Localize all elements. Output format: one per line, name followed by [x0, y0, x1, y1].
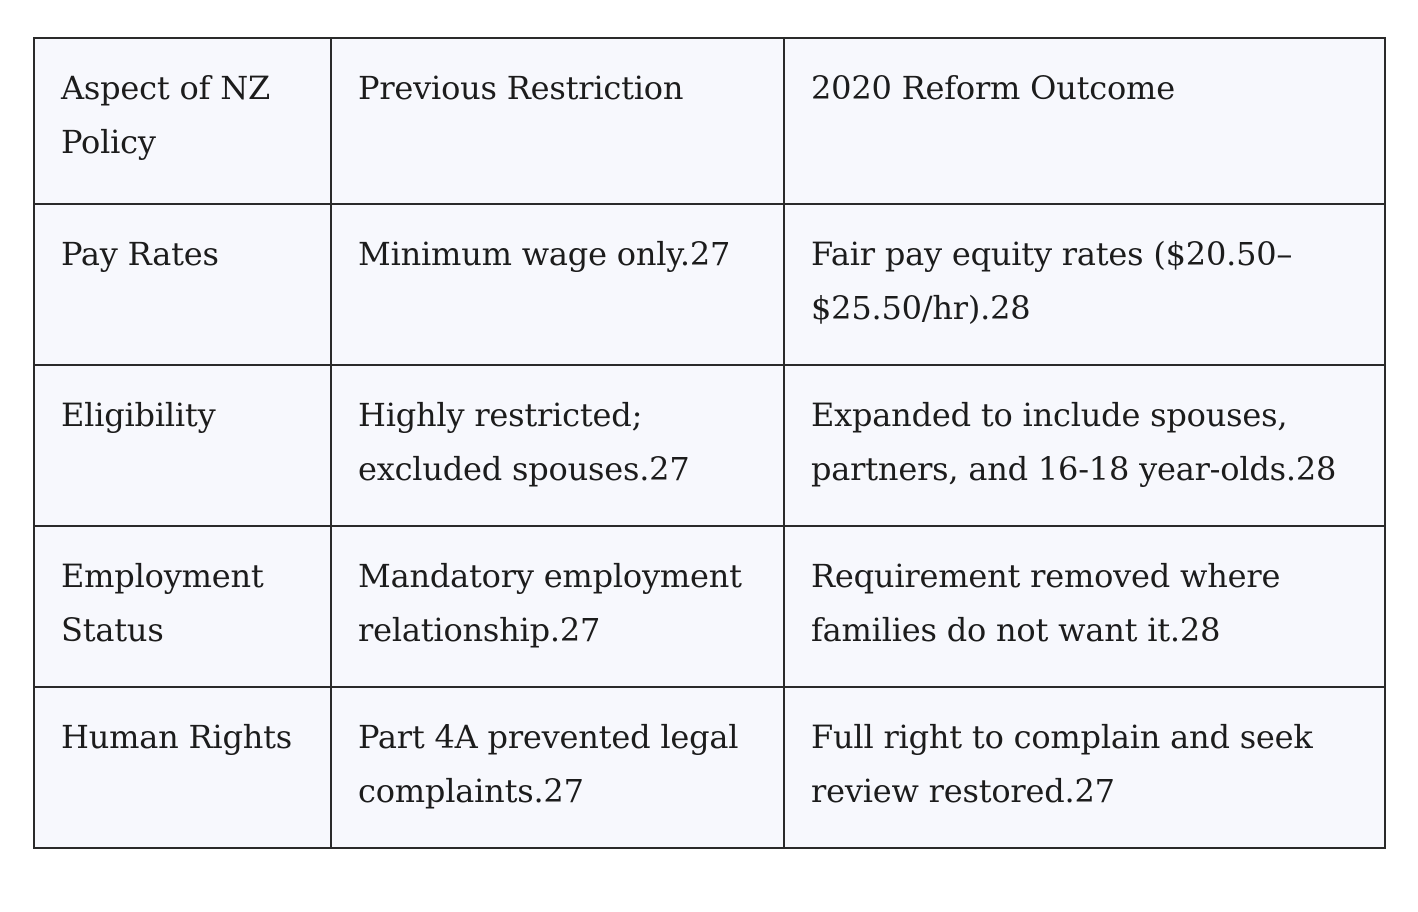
table-row: [34, 526, 1385, 687]
cell-previous: Part 4A prevented legal complaints.27: [331, 687, 784, 848]
table-row: [34, 204, 1385, 365]
header-cell-aspect: Aspect of NZ Policy: [34, 38, 331, 204]
cell-reform: Fair pay equity rates ($20.50–$25.50/hr).28: [784, 204, 1385, 365]
cell-aspect: Human Rights: [34, 687, 331, 848]
cell-reform: Expanded to include spouses, partners, and 16-18 year-olds.28: [784, 365, 1385, 526]
cell-aspect: Employment Status: [34, 526, 331, 687]
policy-comparison-table: [33, 37, 1386, 849]
table-header-row: [34, 38, 1385, 204]
header-cell-reform: 2020 Reform Outcome: [784, 38, 1385, 204]
table-row: [34, 365, 1385, 526]
cell-aspect: Pay Rates: [34, 204, 331, 365]
cell-previous: Highly restricted; excluded spouses.27: [331, 365, 784, 526]
cell-aspect: Eligibility: [34, 365, 331, 526]
header-cell-previous: Previous Restriction: [331, 38, 784, 204]
cell-previous: Minimum wage only.27: [331, 204, 784, 365]
table-row: [34, 687, 1385, 848]
cell-reform: Requirement removed where families do not want it.28: [784, 526, 1385, 687]
cell-previous: Mandatory employment relationship.27: [331, 526, 784, 687]
cell-reform: Full right to complain and seek review restored.27: [784, 687, 1385, 848]
